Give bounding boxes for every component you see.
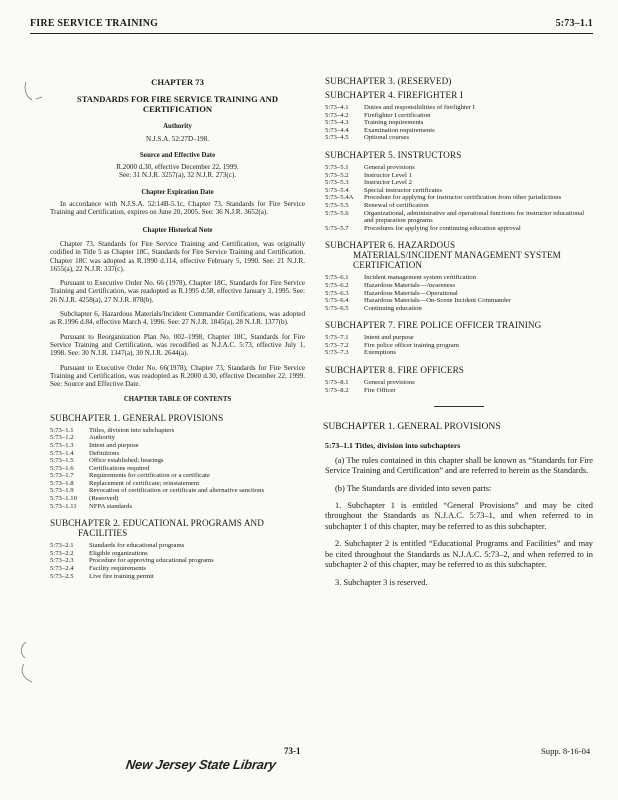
- toc-entry: [50, 480, 305, 488]
- subchapter-2-list: [50, 542, 305, 580]
- toc-entry: [50, 542, 305, 550]
- body-paragraph: 3. Subchapter 3 is reserved.: [335, 577, 428, 587]
- toc-entry: [325, 290, 593, 298]
- toc-entry-number: 5:73–1.8: [50, 479, 74, 487]
- toc-entry-number: 5:73–1.9: [50, 487, 74, 495]
- toc-entry-title: Instructor Level 2: [364, 179, 412, 187]
- toc-entry: [325, 297, 593, 305]
- toc-entry: [50, 457, 305, 465]
- subchapter-7-heading: SUBCHAPTER 7. FIRE POLICE OFFICER TRAINING: [325, 320, 542, 331]
- toc-entry-title: Firefighter I certification: [364, 111, 431, 119]
- toc-entry: [50, 503, 305, 511]
- source-line-2: See: 31 N.J.R. 3257(a), 32 N.J.R. 273(c).: [118, 171, 237, 180]
- body-paragraph: (a) The rules contained in this chapter shall be known as “Standards for Fire Service Training and Certification” and are referred to herein as the Standards.: [325, 455, 593, 476]
- history-para: Subchapter 6, Hazardous Materials/Incident Commander Certifications, was adopted as R.1996 d.84, effective March 4, 1996. See: 27 N.J.R. 1845(a), 28 N.J.R. 1377(b).: [50, 310, 305, 327]
- toc-entry-number: 5:73–4.4: [325, 126, 349, 134]
- toc-entry-number: 5:73–1.5: [50, 457, 74, 465]
- history-para: Pursuant to Executive Order No. 66 (1978), Chapter 18C, Standards for Fire Service Training and Certification, was readopted as R.1995 d.58, effective January 3, 1995. See: 26 N.J.R. 4258(a), 27 N.J.R. 878(b).: [50, 279, 305, 304]
- toc-entry-title: Definitions: [89, 449, 120, 457]
- toc-entry-title: Hazardous Materials—Operational: [364, 289, 458, 297]
- toc-entry: [50, 487, 305, 495]
- toc-entry: [325, 112, 593, 120]
- toc-entry-number: 5:73–6.1: [325, 274, 349, 282]
- toc-entry: [50, 550, 305, 558]
- toc-entry: [50, 495, 305, 503]
- toc-entry-number: 5:73–4.5: [325, 134, 349, 142]
- toc-entry-title: Optional courses: [364, 134, 410, 142]
- toc-entry-number: 5:73–6.4: [325, 297, 349, 305]
- history-para: Pursuant to Executive Order No. 66(1978), Chapter 73, Standards for Fire Service Training and Certification, was readopted as R.2000 d.30, effective December 22, 1999. See: Source and Effective Date.: [50, 363, 305, 389]
- toc-entry-title: Live fire training permit: [89, 572, 154, 580]
- toc-entry-number: 5:73–2.5: [50, 572, 74, 580]
- toc-entry-title: General provisions: [364, 379, 415, 387]
- page-number: 73-1: [284, 746, 301, 756]
- toc-entry-title: Intent and purpose: [364, 334, 414, 342]
- toc-entry: [50, 427, 305, 435]
- header-title: FIRE SERVICE TRAINING: [30, 18, 159, 29]
- toc-entry-number: 5:73–6.2: [325, 281, 349, 289]
- toc-entry-number: 5:73–5.5: [325, 201, 349, 209]
- toc-entry-number: 5:73–5.3: [325, 179, 349, 187]
- authority-heading: Authority: [163, 123, 192, 131]
- toc-entry: [325, 194, 593, 202]
- toc-entry-number: 5:73–8.2: [325, 386, 349, 394]
- toc-entry: [50, 565, 305, 573]
- toc-entry: [325, 119, 593, 127]
- expiration-heading: Chapter Expiration Date: [141, 188, 214, 196]
- toc-entry: [325, 172, 593, 180]
- header-section: 5:73–1.1: [555, 18, 593, 29]
- toc-entry: [325, 387, 593, 395]
- toc-entry: [325, 305, 593, 313]
- toc-entry-title: Replacement of certificate; reinstatement: [89, 479, 200, 487]
- toc-entry-title: Certifications required: [89, 464, 150, 472]
- toc-entry-title: Hazardous Materials—On-Scene Incident Commander: [364, 297, 511, 305]
- toc-entry-title: Organizational, administrative and operational functions for instructor educational and preparation programs: [364, 209, 585, 225]
- body-paragraph: 2. Subchapter 2 is entitled “Educational Programs and Facilities” and may be cited throughout the Standards as N.J.A.C. 5:73–2, and when referred to in subchapter 2 of this chapter, may be referred to as this subchapter.: [325, 539, 593, 570]
- toc-entry-number: 5:73–2.1: [50, 542, 74, 550]
- toc-entry: [325, 334, 593, 342]
- subchapter-5-list: [325, 164, 593, 232]
- toc-entry-title: Fire Officer: [364, 386, 396, 394]
- header-rule: [30, 33, 593, 34]
- toc-entry: [50, 465, 305, 473]
- toc-entry: [50, 472, 305, 480]
- section-heading: 5:73–1.1 Titles, division into subchapters: [325, 440, 461, 450]
- toc-entry: [50, 450, 305, 458]
- toc-entry-number: 5:73–1.7: [50, 472, 74, 480]
- margin-mark-bottom: [16, 640, 40, 684]
- toc-entry-number: 5:73–6.3: [325, 289, 349, 297]
- body-paragraph: (b) The Standards are divided into seven parts:: [335, 483, 492, 493]
- toc-entry-number: 5:73–1.1: [50, 426, 74, 434]
- toc-entry-number: 5:73–4.2: [325, 111, 349, 119]
- toc-entry-number: 5:73–5.7: [325, 224, 349, 232]
- subchapter-1-list: [50, 427, 305, 511]
- toc-entry: [325, 164, 593, 172]
- toc-entry: [325, 282, 593, 290]
- subchapter-2-heading: [50, 518, 305, 538]
- toc-entry-number: 5:73–1.11: [50, 502, 77, 510]
- toc-entry: [325, 187, 593, 195]
- toc-entry-title: Special instructor certificates: [364, 186, 442, 194]
- toc-entry-title: Standards for educational programs: [89, 542, 185, 550]
- main-subchapter-heading: SUBCHAPTER 1. GENERAL PROVISIONS: [323, 421, 501, 433]
- toc-entry-number: 5:73–2.3: [50, 557, 74, 565]
- subchapter-4-heading: SUBCHAPTER 4. FIREFIGHTER I: [325, 90, 463, 100]
- subchapter-8-list: [325, 379, 593, 394]
- source-line-1: R.2000 d.30, effective December 22, 1999.: [116, 163, 239, 172]
- toc-entry-title: Facility requirements: [89, 565, 147, 573]
- toc-entry: [325, 210, 593, 225]
- toc-entry: [50, 434, 305, 442]
- toc-entry-number: 5:73–7.2: [325, 341, 349, 349]
- toc-entry: [50, 557, 305, 565]
- toc-entry-title: Titles, division into subchapters: [89, 426, 175, 434]
- toc-heading: CHAPTER TABLE OF CONTENTS: [123, 396, 232, 404]
- toc-entry-number: 5:73–5.2: [325, 171, 349, 179]
- toc-entry-title: Duties and responsibilities of firefighter I: [364, 104, 475, 111]
- toc-entry-number: 5:73–5.1: [325, 163, 349, 171]
- subchapter-6-heading: [325, 240, 593, 270]
- toc-entry: [325, 225, 593, 233]
- toc-entry-number: 5:73–1.2: [50, 434, 74, 442]
- toc-entry-title: Continuing education: [364, 304, 422, 312]
- supplement-date: Supp. 8-16-04: [541, 746, 591, 756]
- toc-entry-number: 5:73–8.1: [325, 379, 349, 387]
- subchapter-6-heading-line2: MATERIALS/INCIDENT MANAGEMENT SYSTEM: [353, 250, 561, 261]
- toc-entry: [325, 379, 593, 387]
- toc-entry-number: 5:73–4.3: [325, 119, 349, 127]
- toc-entry-title: Renewal of certification: [364, 201, 429, 209]
- authority-text: N.J.S.A. 52:27D–198.: [145, 134, 210, 143]
- expiration-text: In accordance with N.J.S.A. 52:14B-5.1c, Chapter 73, Standards for Fire Service Training and Certification, expires on June 20, 2005. See: 36 N.J.R. 3652(a).: [50, 200, 305, 217]
- subchapter-6-list: [325, 274, 593, 312]
- toc-entry-title: Procedure for applying for instructor certification from other jurisdictions: [364, 194, 562, 202]
- toc-entry: [325, 202, 593, 210]
- toc-entry-number: 5:73–7.3: [325, 349, 349, 357]
- toc-entry-title: NFPA standards: [89, 502, 133, 510]
- toc-entry-number: 5:73–4.1: [325, 104, 349, 111]
- toc-entry-title: Procedure for approving educational programs: [89, 557, 214, 565]
- toc-entry: [325, 127, 593, 135]
- chapter-title: STANDARDS FOR FIRE SERVICE TRAINING AND CERTIFICATION: [76, 94, 279, 115]
- toc-entry-number: 5:73–1.6: [50, 464, 74, 472]
- toc-entry-title: General provisions: [364, 163, 415, 171]
- subchapter-1-heading: SUBCHAPTER 1. GENERAL PROVISIONS: [50, 412, 224, 423]
- section-divider: [434, 406, 484, 407]
- history-para: Pursuant to Reorganization Plan No. 002–1998, Chapter 18C, Standards for Fire Service Training and Certification, was recodified as N.J.A.C. 5:73, effective July 1, 1998. See: 30 N.J.R. 1347(a), 30 N.J.R. 2644(a).: [50, 332, 305, 358]
- subchapter-3-heading: SUBCHAPTER 3. (RESERVED): [325, 76, 452, 86]
- subchapter-6-heading-line3: CERTIFICATION: [353, 260, 423, 271]
- toc-entry-title: Incident management system certification: [364, 274, 476, 282]
- toc-entry-title: Requirements for certification or a certificate: [89, 472, 210, 480]
- toc-entry-number: 5:73–2.4: [50, 565, 74, 573]
- toc-entry-title: (Reserved): [89, 495, 119, 503]
- toc-entry: [50, 573, 305, 581]
- toc-entry-number: 5:73–7.1: [325, 334, 349, 342]
- toc-entry-title: Hazardous Materials—Awareness: [364, 281, 455, 289]
- subchapter-6-heading-line1: SUBCHAPTER 6. HAZARDOUS: [325, 240, 456, 251]
- toc-entry-number: 5:73–1.3: [50, 441, 74, 449]
- toc-entry-title: Revocation of certification or certificate and alternative sanctions: [89, 487, 265, 495]
- toc-entry-title: Office established; hearings: [89, 457, 164, 465]
- toc-entry: [325, 349, 593, 357]
- toc-entry: [325, 134, 593, 142]
- toc-entry-title: Procedures for applying for continuing education approval: [364, 224, 521, 232]
- toc-entry-title: Eligible organizations: [89, 549, 148, 557]
- toc-entry-title: Examination requirements: [364, 126, 435, 134]
- toc-entry-number: 5:73–1.10: [50, 495, 77, 503]
- body-paragraph: 1. Subchapter 1 is entitled “General Provisions” and may be cited throughout the Standards as N.J.A.C. 5:73–1, and when referred to in subchapter 1 of this chapter, may be referred to as this subchapter.: [325, 501, 593, 531]
- subchapter-5-heading: SUBCHAPTER 5. INSTRUCTORS: [325, 149, 462, 160]
- subchapter-7-list: [325, 334, 593, 357]
- toc-entry-number: 5:73–5.6: [325, 209, 349, 217]
- history-para: Chapter 73, Standards for Fire Service Training and Certification, was originally codified in Title 5 as Chapter 18C, Standards for Fire Service Training and Certification. Chapter 18C was adopted as R.1990 d.114, effective February 5, 1990. See: 21 N.J.R. 1655(a), 22 N.J.R. 337(c).: [50, 239, 305, 273]
- toc-entry-title: Intent and purpose: [89, 441, 139, 449]
- toc-entry-number: 5:73–1.4: [50, 449, 74, 457]
- source-heading: Source and Effective Date: [139, 151, 216, 159]
- history-heading: Chapter Historical Note: [142, 226, 213, 234]
- subchapter-4-list: [325, 104, 593, 142]
- toc-entry: [50, 442, 305, 450]
- chapter-number: CHAPTER 73: [151, 77, 204, 87]
- toc-entry-number: 5:73–6.5: [325, 304, 349, 312]
- library-stamp: New Jersey State Library: [124, 757, 277, 772]
- toc-entry-title: Instructor Level 1: [364, 171, 412, 179]
- subchapter-2-heading-line1: SUBCHAPTER 2. EDUCATIONAL PROGRAMS AND: [50, 518, 265, 529]
- right-column: [325, 76, 593, 595]
- toc-entry: [325, 274, 593, 282]
- toc-entry-title: Authority: [89, 434, 116, 442]
- toc-entry-number: 5:73–5.4: [325, 186, 349, 194]
- toc-entry-title: Training requirements: [364, 119, 424, 127]
- running-header: [30, 18, 593, 32]
- subchapter-2-heading-line2: FACILITIES: [78, 528, 128, 539]
- toc-entry: [325, 104, 593, 112]
- margin-mark-top: [22, 80, 44, 104]
- toc-entry-title: Exemptions: [364, 349, 396, 357]
- toc-entry-number: 5:73–2.2: [50, 549, 74, 557]
- toc-entry-title: Fire police officer training program: [364, 341, 459, 349]
- toc-entry-number: 5:73–5.4A: [325, 194, 354, 202]
- subchapter-8-heading: SUBCHAPTER 8. FIRE OFFICERS: [325, 365, 465, 376]
- toc-entry: [325, 342, 593, 350]
- toc-entry: [325, 179, 593, 187]
- left-column: [50, 78, 305, 584]
